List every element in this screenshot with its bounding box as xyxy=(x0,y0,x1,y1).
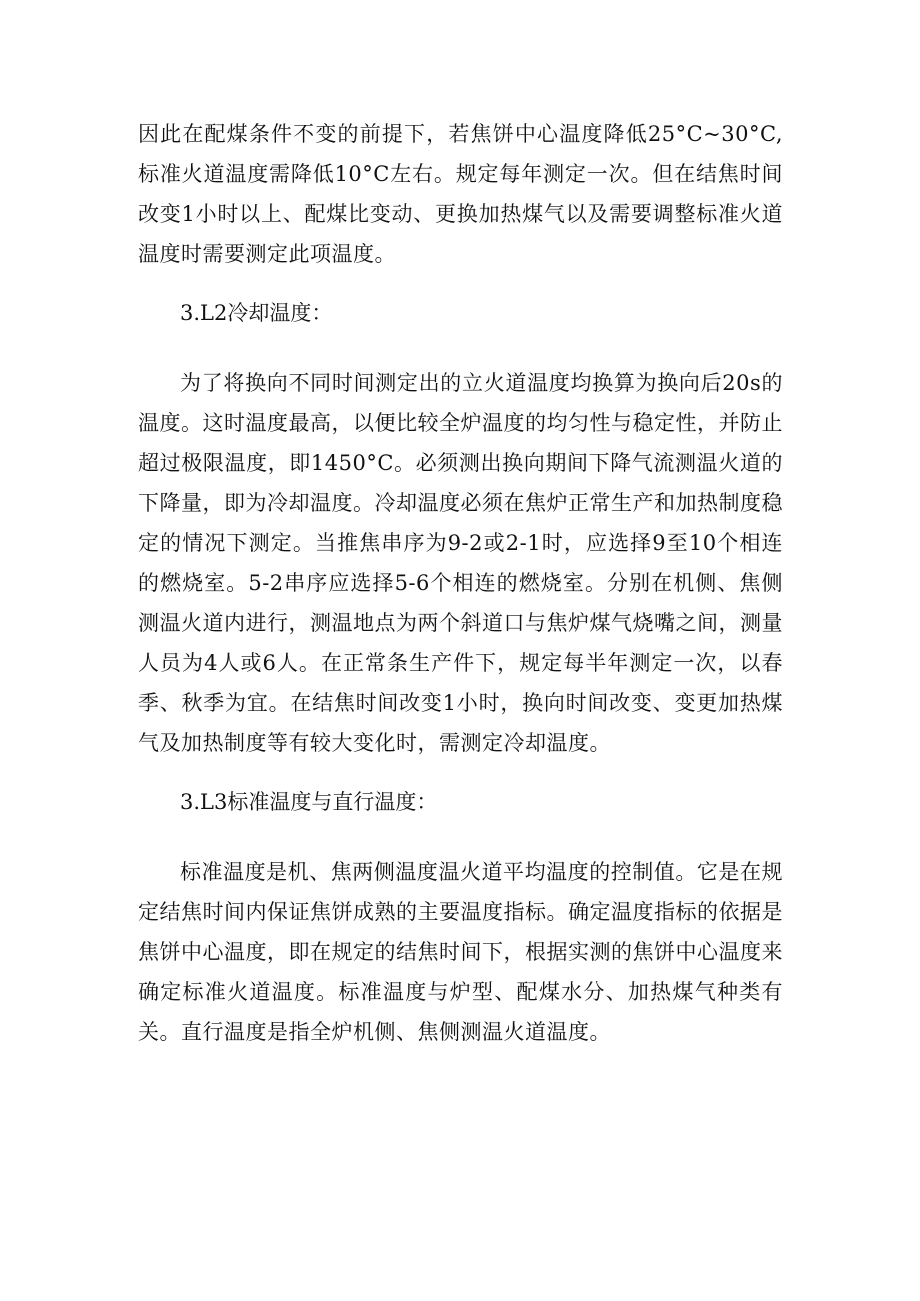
paragraph-2: 为了将换向不同时间测定出的立火道温度均换算为换向后20s的温度。这时温度最高，以便比较全炉温度的均匀性与稳定性，并防止超过极限温度，即1450°C。必须测出换向期间下降气流测温火道的下降量，即为冷却温度。冷却温度必须在焦炉正常生产和加热制度稳定的情况下测定。当推焦串序为9-2或2-1时，应选择9至10个相连的燃烧室。5-2串序应选择5-6个相连的燃烧室。分别在机侧、焦侧测温火道内进行，测温地点为两个斜道口与焦炉煤气烧嘴之间，测量人员为4人或6人。在正常条生产件下，规定每半年测定一次，以春季、秋季为宜。在结焦时间改变1小时，换向时间改变、变更加热煤气及加热制度等有较大变化时，需测定冷却温度。 xyxy=(138,371,783,755)
paragraph-1: 因此在配煤条件不变的前提下，若焦饼中心温度降低25°C~30°C,标准火道温度需降低10°C左右。规定每年测定一次。但在结焦时间改变1小时以上、配煤比变动、更换加热煤气以及需要调整标准火道温度时需要测定此项温度。 xyxy=(138,122,783,266)
paragraph-3: 标准温度是机、焦两侧温度温火道平均温度的控制值。它是在规定结焦时间内保证焦饼成熟的主要温度指标。确定温度指标的依据是焦饼中心温度，即在规定的结焦时间下，根据实测的焦饼中心温度来确定标准火道温度。标准温度与炉型、配煤水分、加热煤气种类有关。直行温度是指全炉机侧、焦侧测温火道温度。 xyxy=(138,860,783,1044)
section-heading-3-l2: 3.L2冷却温度： xyxy=(180,301,333,325)
section-heading-3-l3: 3.L3标准温度与直行温度： xyxy=(180,790,438,814)
document-body xyxy=(138,114,783,1052)
